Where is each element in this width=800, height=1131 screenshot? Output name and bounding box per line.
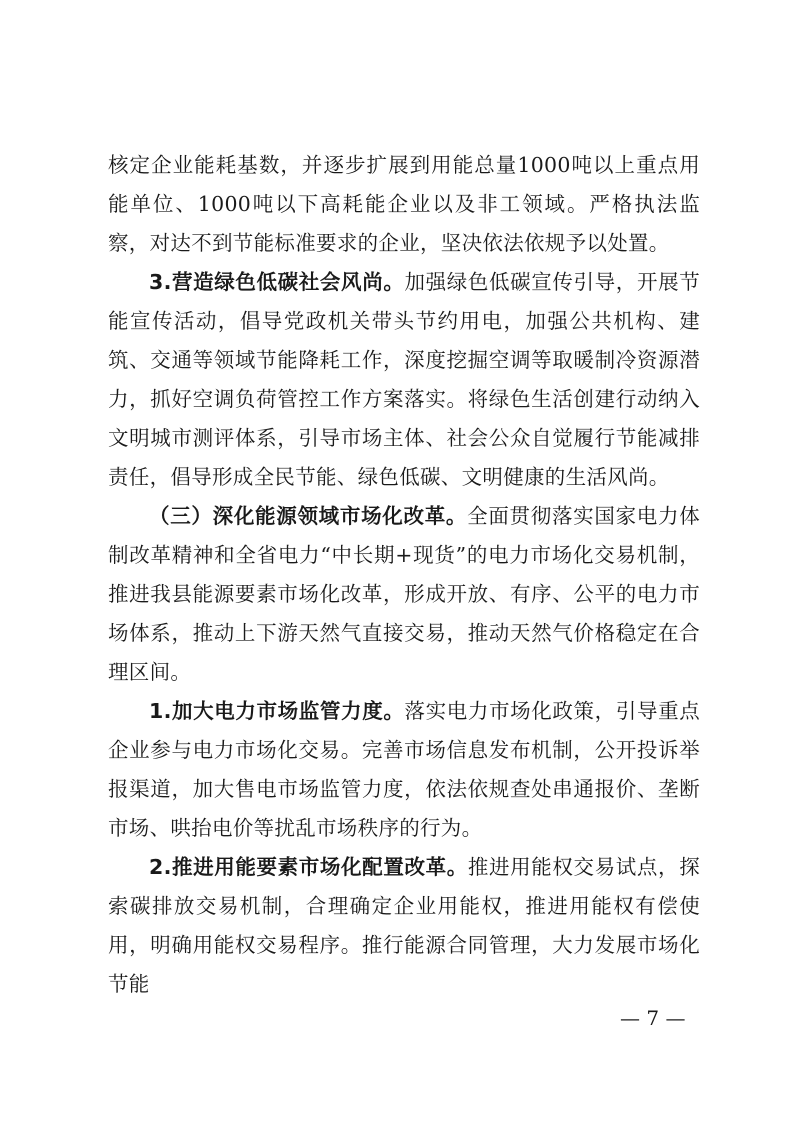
paragraph-2 — [108, 263, 700, 497]
document-body — [108, 146, 700, 1004]
paragraph-4 — [108, 692, 700, 848]
page-number: — 7 — — [620, 1006, 686, 1030]
paragraph-5-text: 推进用能权交易试点，探索碳排放交易机制，合理确定企业用能权，推进用能权有偿使用，明确用能权交易程序。推行能源合同管理，大力发展市场化节能 — [108, 855, 700, 996]
paragraph-3-heading: （三）深化能源领域市场化改革。 — [149, 504, 468, 528]
paragraph-2-heading: 3.营造绿色低碳社会风尚。 — [149, 270, 405, 294]
paragraph-1-text: 核定企业能耗基数，并逐步扩展到用能总量1000吨以上重点用能单位、1000吨以下高耗能企业以及非工领域。严格执法监察，对达不到节能标准要求的企业，坚决依法依规予以处置。 — [108, 153, 700, 255]
paragraph-2-text: 加强绿色低碳宣传引导，开展节能宣传活动，倡导党政机关带头节约用电，加强公共机构、建筑、交通等领域节能降耗工作，深度挖掘空调等取暖制冷资源潜力，抓好空调负荷管控工作方案落实。将绿色生活创建行动纳入文明城市测评体系，引导市场主体、社会公众自觉履行节能减排责任，倡导形成全民节能、绿色低碳、文明健康的生活风尚。 — [108, 270, 701, 489]
paragraph-3 — [108, 497, 700, 692]
paragraph-1 — [108, 146, 700, 263]
paragraph-3-text: 全面贯彻落实国家电力体制改革精神和全省电力“中长期+现货”的电力市场化交易机制，推进我县能源要素市场化改革，形成开放、有序、公平的电力市场体系，推动上下游天然气直接交易，推动天然气价格稳定在合理区间。 — [108, 504, 700, 684]
paragraph-5 — [108, 848, 700, 1004]
paragraph-4-text: 落实电力市场化政策，引导重点企业参与电力市场化交易。完善市场信息发布机制，公开投诉举报渠道，加大售电市场监管力度，依法依规查处串通报价、垄断市场、哄抬电价等扰乱市场秩序的行为。 — [108, 699, 701, 840]
paragraph-5-heading: 2.推进用能要素市场化配置改革。 — [149, 855, 468, 879]
paragraph-4-heading: 1.加大电力市场监管力度。 — [149, 699, 405, 723]
